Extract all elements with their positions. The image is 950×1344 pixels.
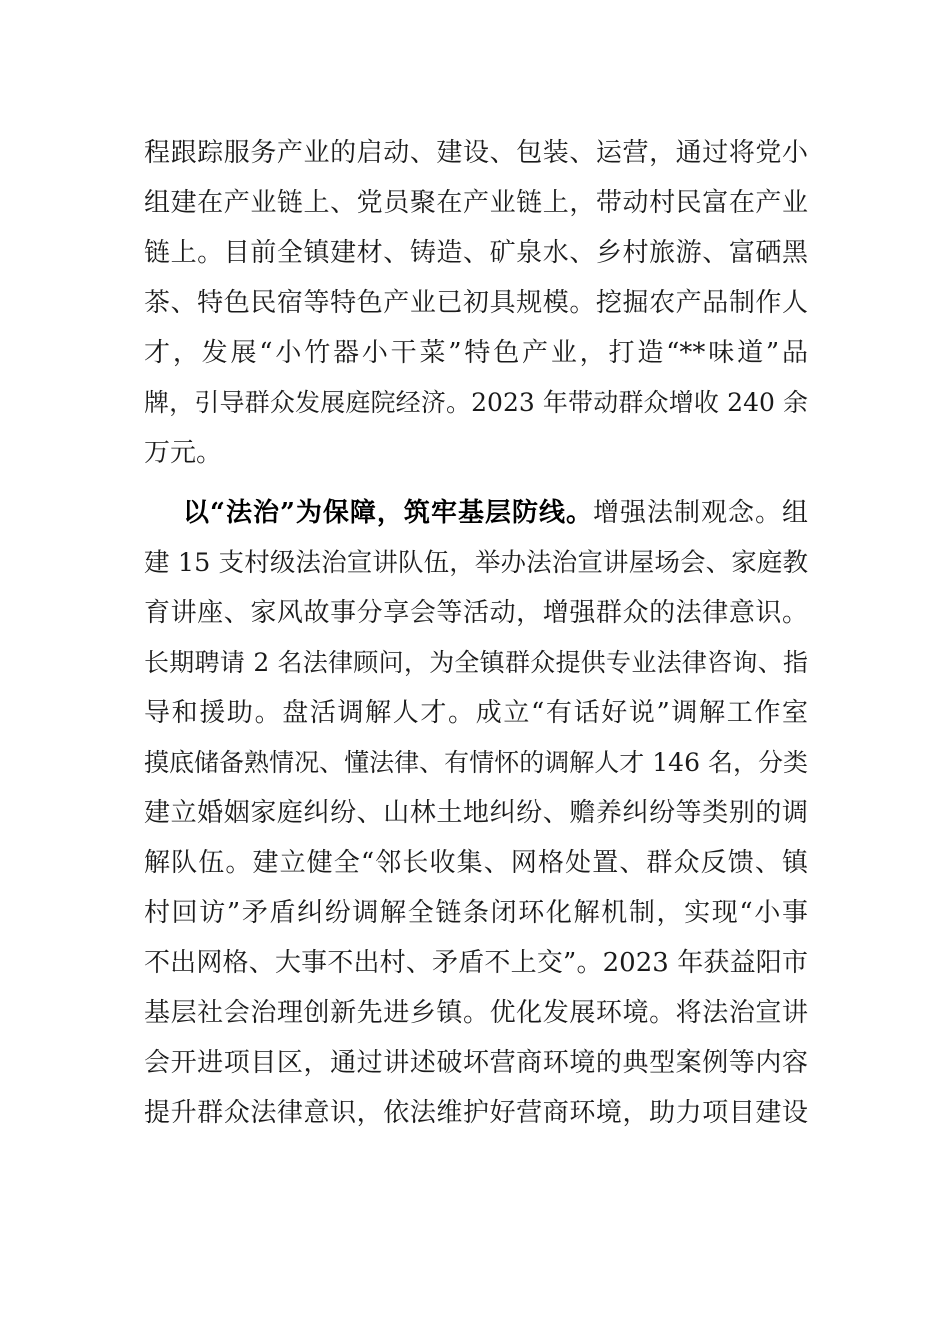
paragraph-2-line-12: 会开进项目区，通过讲述破坏营商环境的典型案例等内容 (144, 1048, 808, 1078)
paragraph-2-line-11: 基层社会治理创新先进乡镇。优化发展环境。将法治宣讲 (144, 998, 808, 1028)
paragraph-2-line-9: 村回访”矛盾纠纷调解全链条闭环化解机制，实现“小事 (144, 898, 808, 928)
paragraph-2-line-10: 不出网格、大事不出村、矛盾不上交”。2023 年获益阳市 (144, 948, 808, 978)
paragraph-2-line-3: 育讲座、家风故事分享会等活动，增强群众的法律意识。 (144, 598, 808, 628)
paragraph-2-line-2: 建 15 支村级法治宣讲队伍，举办法治宣讲屋场会、家庭教 (144, 548, 808, 578)
paragraph-2-line-1 (183, 493, 808, 533)
paragraph-2-line-4: 长期聘请 2 名法律顾问，为全镇群众提供专业法律咨询、指 (144, 648, 808, 677)
paragraph-2-line-7: 建立婚姻家庭纠纷、山林土地纠纷、赡养纠纷等类别的调 (144, 798, 808, 828)
paragraph-2-line-8: 解队伍。建立健全“邻长收集、网格处置、群众反馈、镇 (144, 848, 808, 878)
paragraph-1-line-4: 茶、特色民宿等特色产业已初具规模。挖掘农产品制作人 (144, 288, 808, 318)
paragraph-1-line-1: 程跟踪服务产业的启动、建设、包装、运营，通过将党小 (144, 138, 808, 168)
paragraph-2-line-5: 导和援助。盘活调解人才。成立“有话好说”调解工作室 (144, 698, 808, 728)
paragraph-2-line-6: 摸底储备熟情况、懂法律、有情怀的调解人才 146 名，分类 (144, 748, 808, 777)
paragraph-1-line-3: 链上。目前全镇建材、铸造、矿泉水、乡村旅游、富硒黑 (144, 238, 808, 268)
paragraph-1-line-7: 万元。 (144, 438, 223, 468)
paragraph-1-line-5: 才，发展“小竹器小干菜”特色产业，打造“**味道”品 (144, 338, 808, 368)
paragraph-2-heading: 以“法治”为保障，筑牢基层防线。 (183, 498, 593, 528)
paragraph-2-line-13: 提升群众法律意识，依法维护好营商环境，助力项目建设 (144, 1098, 808, 1128)
paragraph-2-line-1-rest: 增强法制观念。组 (592, 498, 808, 528)
paragraph-1-line-2: 组建在产业链上、党员聚在产业链上，带动村民富在产业 (144, 188, 808, 218)
paragraph-1-line-6: 牌，引导群众发展庭院经济。2023 年带动群众增收 240 余 (144, 388, 808, 417)
